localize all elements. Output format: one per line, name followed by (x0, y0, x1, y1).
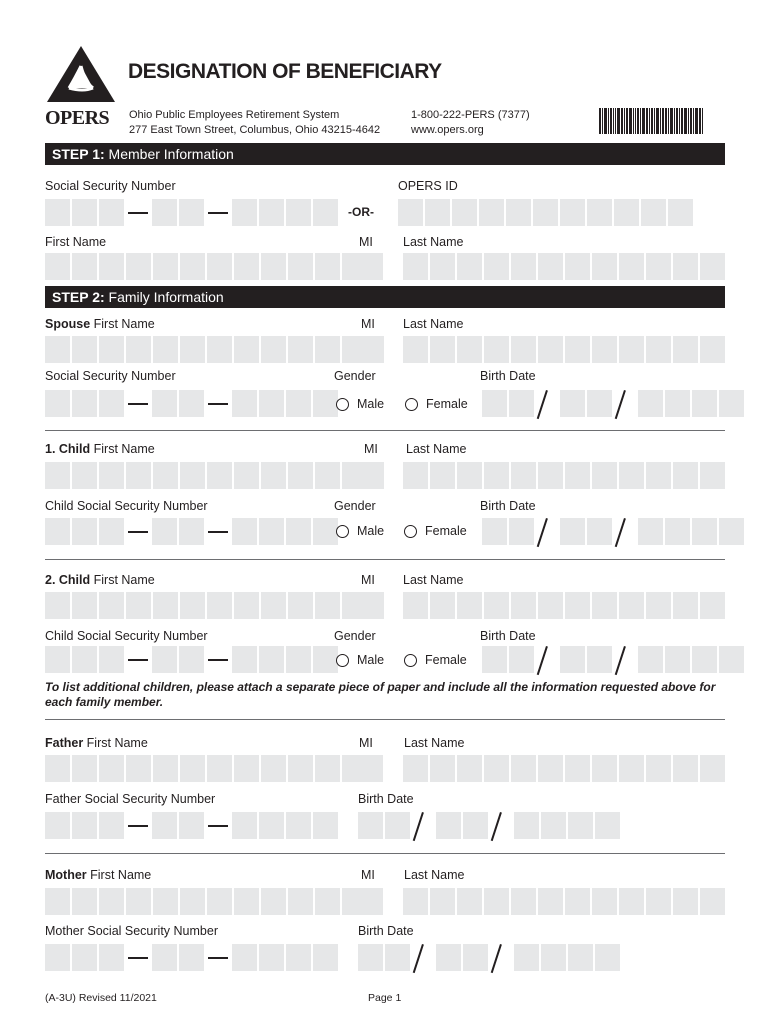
spouse-ssn-field[interactable] (45, 390, 338, 417)
father-birth-date-field[interactable] (358, 812, 620, 839)
first-name-suffix: First Name (90, 317, 155, 331)
mother-label: Mother (45, 868, 87, 882)
mother-birth-date-field[interactable] (358, 944, 620, 971)
spouse-mi-field[interactable] (359, 336, 384, 363)
spouse-ssn-label: Social Security Number (45, 369, 176, 383)
child1-ssn-label: Child Social Security Number (45, 499, 208, 513)
org-name: Ohio Public Employees Retirement System (129, 109, 340, 121)
child1-ssn-field[interactable] (45, 518, 338, 545)
mother-ssn-field[interactable] (45, 944, 338, 971)
step2-title: Family Information (104, 289, 224, 305)
divider (45, 719, 725, 720)
member-ssn-label: Social Security Number (45, 179, 176, 193)
child2-last-name-label: Last Name (403, 573, 464, 587)
step1-header (45, 143, 725, 165)
female-label: Female (425, 653, 467, 667)
barcode (599, 108, 725, 134)
spouse-birth-date-field[interactable] (482, 390, 744, 417)
child1-birth-date-label: Birth Date (480, 499, 536, 513)
mother-mi-field[interactable] (358, 888, 383, 915)
page-title: DESIGNATION OF BENEFICIARY (128, 60, 442, 83)
opers-logo (45, 44, 117, 129)
male-label: Male (357, 397, 385, 411)
step2-header (45, 286, 725, 308)
child1-female-radio[interactable] (404, 524, 467, 538)
male-label: Male (357, 653, 385, 667)
child1-mi-field[interactable] (359, 462, 384, 489)
step2-number: STEP 2: (52, 289, 105, 305)
father-ssn-field[interactable] (45, 812, 338, 839)
additional-children-note: To list additional children, please attach a separate piece of paper and include all the information requested above for each family member. (45, 680, 716, 709)
radio-circle-icon (404, 525, 417, 538)
mother-last-name-label: Last Name (404, 868, 465, 882)
mother-last-name-field[interactable] (403, 888, 725, 915)
logo-text: OPERS (45, 107, 110, 129)
child1-mi-label: MI (364, 442, 378, 456)
female-label: Female (426, 397, 468, 411)
member-first-name-label: First Name (45, 235, 107, 249)
mother-ssn-label: Mother Social Security Number (45, 924, 218, 938)
radio-circle-icon (405, 398, 418, 411)
father-first-name-field[interactable] (45, 755, 367, 782)
spouse-female-radio[interactable] (405, 397, 468, 411)
spouse-first-name-label (45, 317, 155, 331)
first-name-suffix: First Name (83, 736, 148, 750)
member-last-name-label: Last Name (403, 235, 464, 249)
male-label: Male (357, 524, 385, 538)
first-name-suffix: First Name (86, 868, 152, 882)
father-last-name-label: Last Name (404, 736, 465, 750)
mother-mi-label: MI (361, 868, 375, 882)
org-website: www.opers.org (411, 124, 484, 136)
father-birth-date-label: Birth Date (358, 792, 414, 806)
member-mi-label: MI (359, 235, 373, 249)
org-address: 277 East Town Street, Columbus, Ohio 43215-4642 (129, 124, 381, 136)
child1-gender-label: Gender (334, 499, 376, 513)
child2-female-radio[interactable] (404, 653, 467, 667)
spouse-last-name-label: Last Name (403, 317, 464, 331)
child1-last-name-field[interactable] (403, 462, 725, 489)
child2-label: 2. Child (45, 573, 91, 587)
child2-birth-date-field[interactable] (482, 646, 744, 673)
child2-male-radio[interactable] (336, 653, 384, 667)
father-mi-label: MI (359, 736, 373, 750)
radio-circle-icon (336, 654, 349, 667)
father-mi-field[interactable] (358, 755, 383, 782)
radio-circle-icon (336, 398, 349, 411)
child2-gender-label: Gender (334, 629, 376, 643)
child2-ssn-field[interactable] (45, 646, 338, 673)
first-name-suffix: First Name (90, 573, 155, 587)
father-label: Father (45, 736, 84, 750)
first-name-suffix: First Name (90, 442, 155, 456)
radio-circle-icon (336, 525, 349, 538)
child2-last-name-field[interactable] (403, 592, 725, 619)
spouse-birth-date-label: Birth Date (480, 369, 536, 383)
opers-id-label: OPERS ID (398, 179, 458, 193)
child2-first-name-field[interactable] (45, 592, 367, 619)
child1-first-name-field[interactable] (45, 462, 367, 489)
member-last-name-field[interactable] (403, 253, 725, 280)
divider (45, 430, 725, 431)
father-ssn-label: Father Social Security Number (45, 792, 216, 806)
form-code: (A-3U) Revised 11/2021 (45, 992, 157, 1004)
child1-label: 1. Child (45, 442, 91, 456)
mother-birth-date-label: Birth Date (358, 924, 414, 938)
spouse-male-radio[interactable] (336, 397, 384, 411)
member-first-name-field[interactable] (45, 253, 367, 280)
child1-birth-date-field[interactable] (482, 518, 744, 545)
divider (45, 559, 725, 560)
step1-title: Member Information (104, 146, 234, 162)
child2-ssn-label: Child Social Security Number (45, 629, 208, 643)
member-mi-field[interactable] (358, 253, 383, 280)
step1-number: STEP 1: (52, 146, 105, 162)
org-phone: 1-800-222-PERS (7377) (411, 109, 530, 121)
opers-logo-mark (45, 44, 117, 104)
spouse-label: Spouse (45, 317, 91, 331)
page-number: Page 1 (368, 992, 402, 1004)
spouse-first-name-field[interactable] (45, 336, 367, 363)
divider (45, 853, 725, 854)
child2-birth-date-label: Birth Date (480, 629, 536, 643)
child2-first-name-label (45, 573, 155, 587)
father-first-name-label (45, 736, 148, 750)
spouse-last-name-field[interactable] (403, 336, 725, 363)
child1-first-name-label (45, 442, 155, 456)
spouse-mi-label: MI (361, 317, 375, 331)
member-ssn-field[interactable] (45, 199, 338, 226)
mother-first-name-field[interactable] (45, 888, 367, 915)
female-label: Female (425, 524, 467, 538)
child1-male-radio[interactable] (336, 524, 384, 538)
or-separator: -OR- (348, 205, 374, 219)
child2-mi-field[interactable] (359, 592, 384, 619)
radio-circle-icon (404, 654, 417, 667)
father-last-name-field[interactable] (403, 755, 725, 782)
opers-id-field[interactable] (398, 199, 693, 226)
spouse-gender-label: Gender (334, 369, 376, 383)
mother-first-name-label (45, 868, 151, 882)
child2-mi-label: MI (361, 573, 375, 587)
child1-last-name-label: Last Name (406, 442, 467, 456)
